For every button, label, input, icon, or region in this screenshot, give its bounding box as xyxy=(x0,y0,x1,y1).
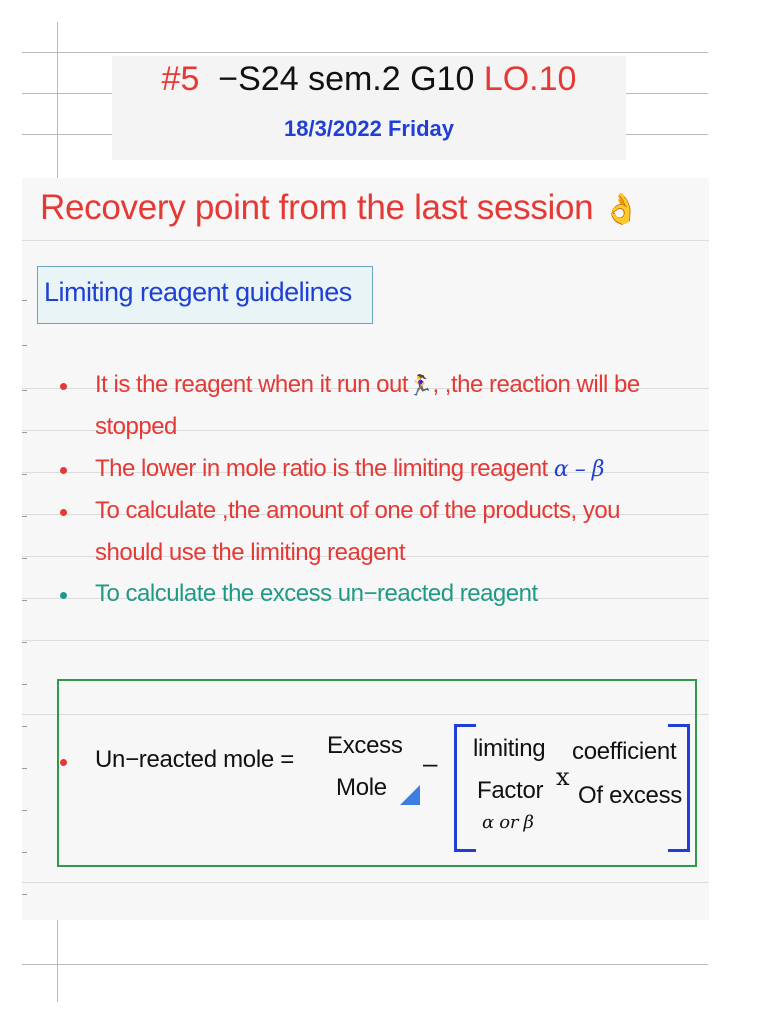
bullet-dot xyxy=(60,592,67,599)
bullet-dot xyxy=(60,467,67,474)
alpha-beta-note: α – β xyxy=(553,457,604,482)
formula-lhs: Un−reacted mole = xyxy=(95,746,295,773)
bullet-dot xyxy=(60,759,67,766)
guidelines-title: Limiting reagent guidelines xyxy=(44,277,352,307)
running-woman-icon: 🏃‍♀️ xyxy=(408,375,433,397)
bullet-2: The lower in mole ratio is the limiting reagent α – β xyxy=(95,455,604,482)
bullet-3-line-2: should use the limiting reagent xyxy=(95,539,406,566)
ruled-line xyxy=(22,964,708,965)
page-title xyxy=(112,60,626,99)
section-heading xyxy=(40,188,640,228)
bullet-dot xyxy=(60,509,67,516)
triangle-delta-icon xyxy=(400,785,420,805)
factor-label: Factor xyxy=(477,777,544,804)
bullet-3-line-1: To calculate ,the amount of one of the products, you xyxy=(95,497,621,524)
limiting-label: limiting xyxy=(473,735,546,762)
ok-hand-icon: 👌 xyxy=(602,193,640,226)
minus-sign: – xyxy=(423,748,438,778)
section-heading-text: Recovery point from the last session xyxy=(40,188,594,227)
ruled-line xyxy=(22,52,708,53)
title-class: −S24 sem.2 G10 xyxy=(218,60,475,98)
mole-label: Mole xyxy=(336,774,387,801)
title-number: #5 xyxy=(161,60,200,98)
times-sign: x xyxy=(556,763,570,791)
title-lo: LO.10 xyxy=(483,60,577,98)
margin-line xyxy=(57,22,58,190)
of-excess-label: Of excess xyxy=(578,782,682,809)
alpha-or-beta-note: α or β xyxy=(482,812,534,833)
bullet-dot xyxy=(60,383,67,390)
excess-label: Excess xyxy=(327,732,403,759)
margin-line xyxy=(57,920,58,1002)
bullet-1-line-1: It is the reagent when it run out🏃‍♀️, ,the reaction will be xyxy=(95,371,640,398)
coefficient-label: coefficient xyxy=(572,738,677,765)
bullet-4: To calculate the excess un−reacted reagent xyxy=(95,580,538,607)
page-date: 18/3/2022 Friday xyxy=(283,116,454,141)
bullet-1-line-2: stopped xyxy=(95,413,177,440)
